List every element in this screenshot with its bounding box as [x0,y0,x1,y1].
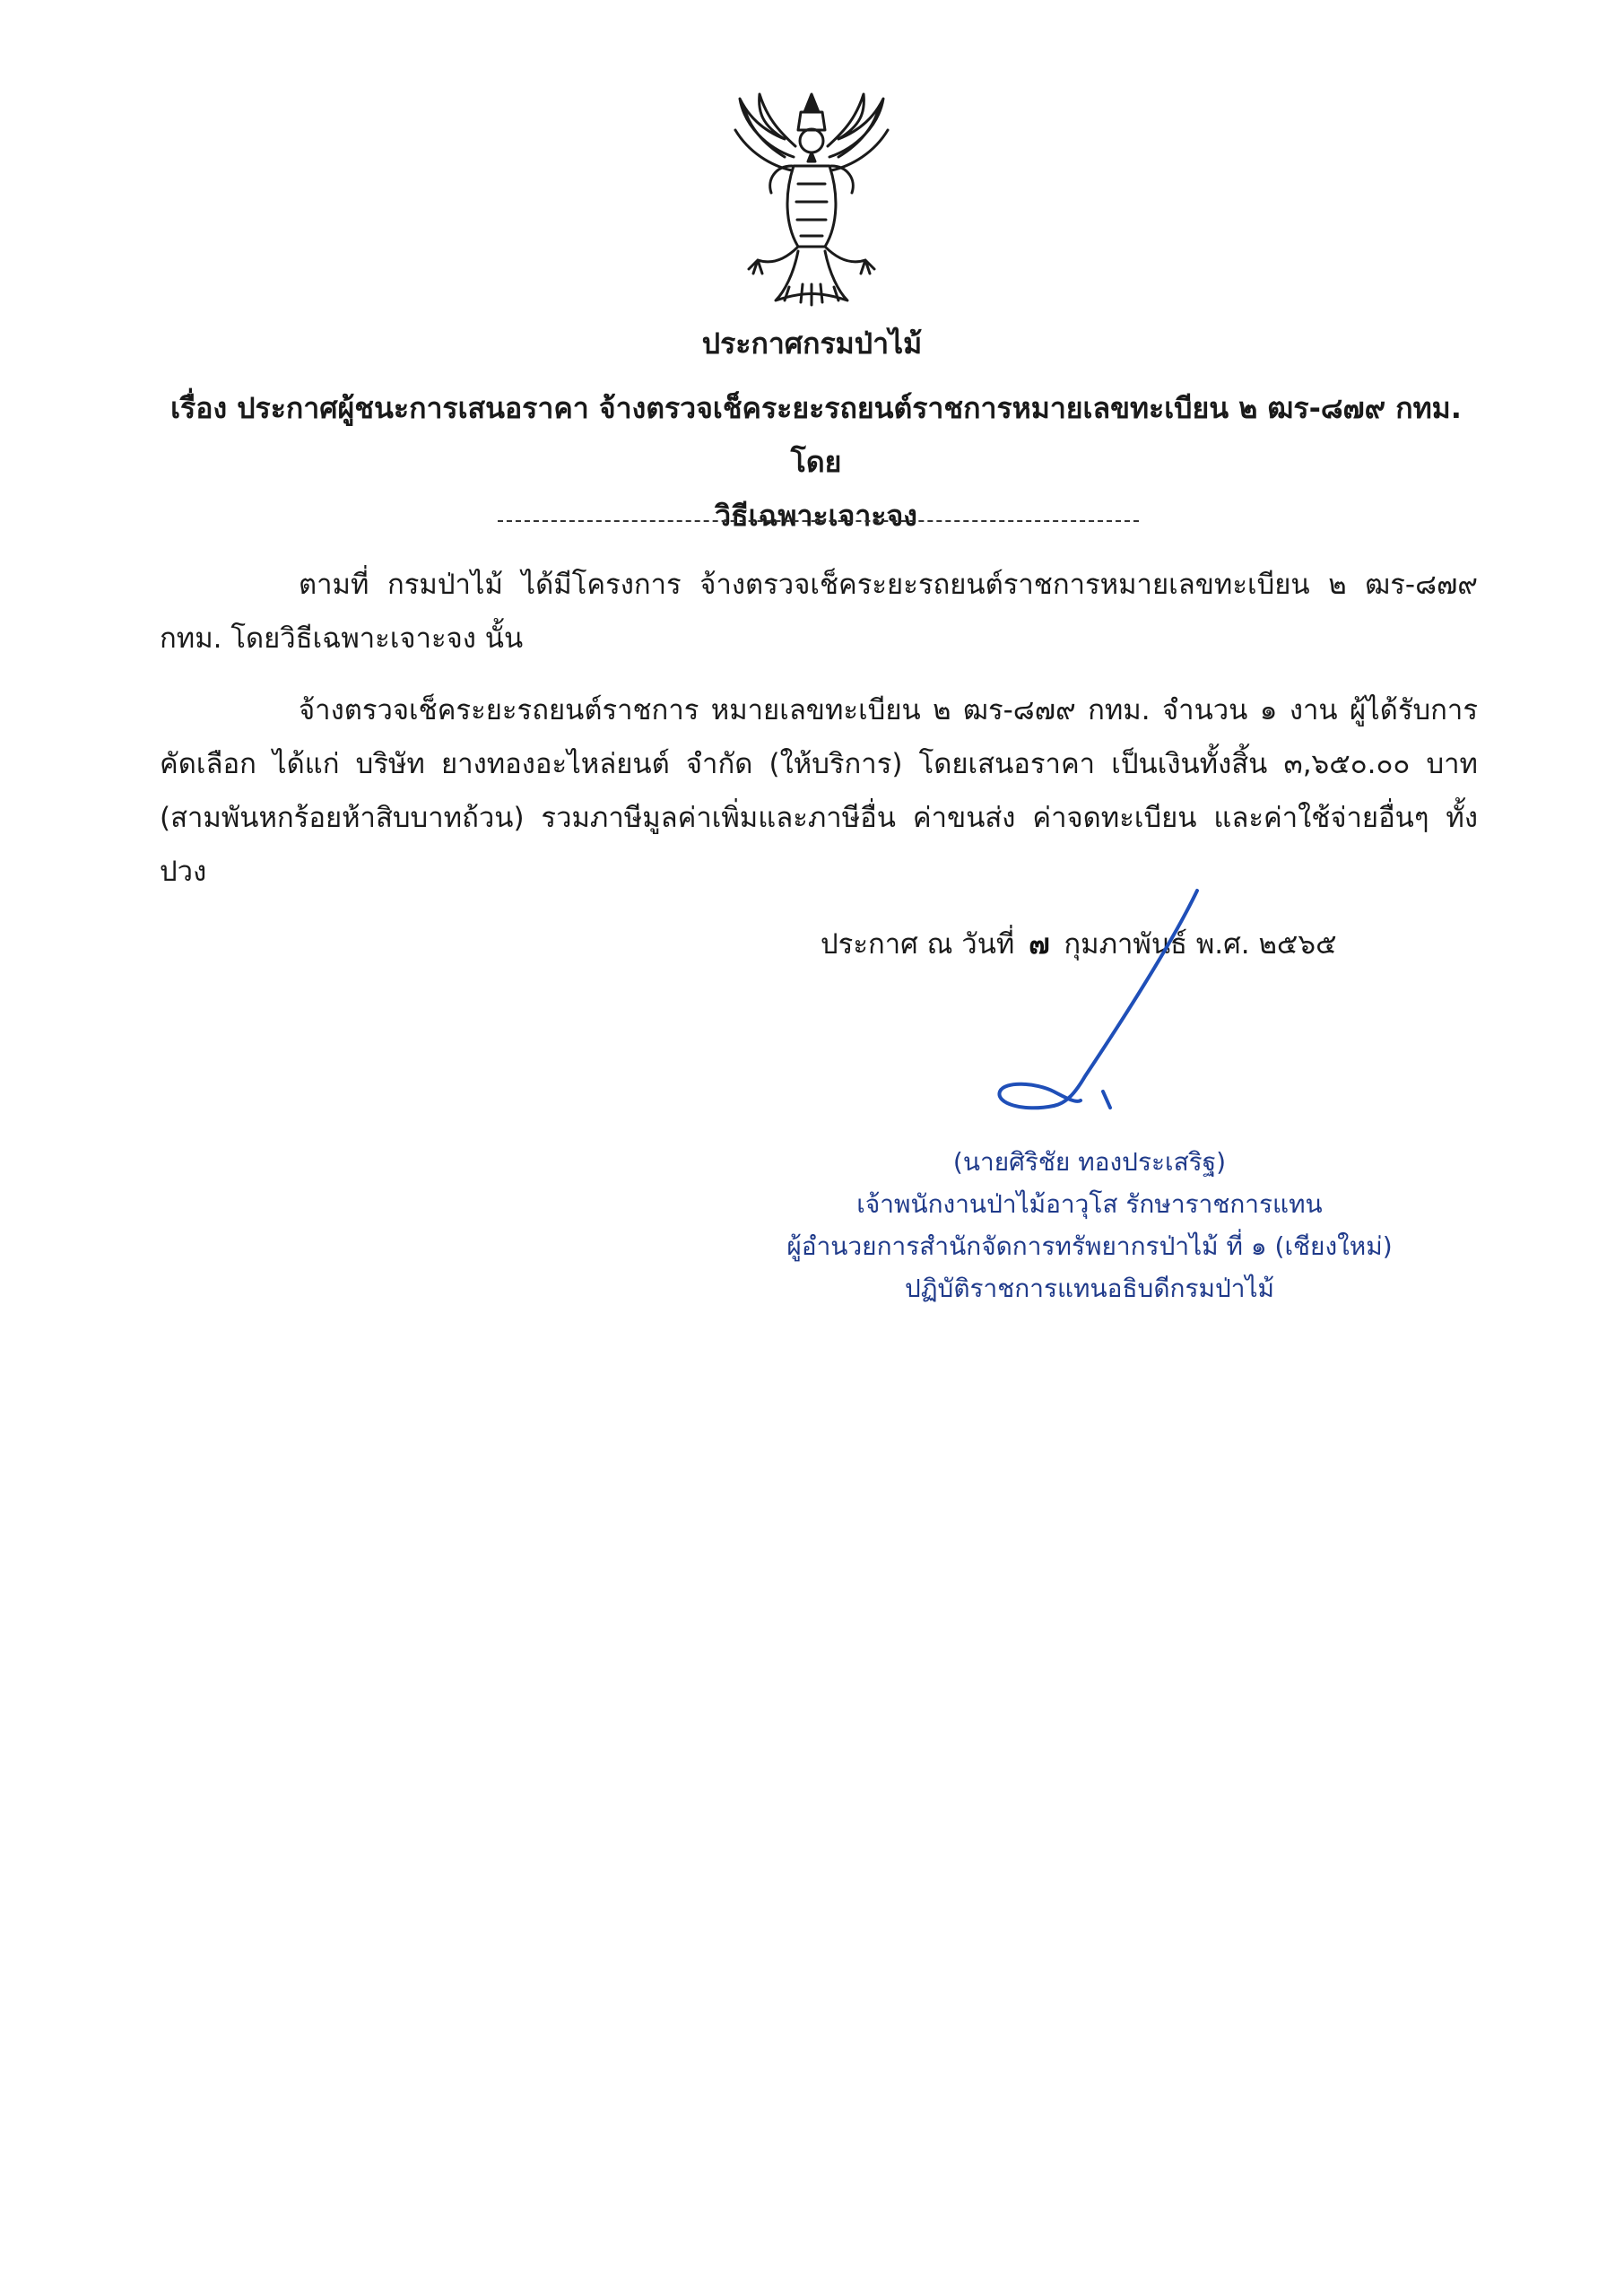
date-day: ๗ [1029,928,1050,961]
body-paragraph-2: จ้างตรวจเช็คระยะรถยนต์ราชการ หมายเลขทะเบียน ๒ ฒร-๘๗๙ กทม. จำนวน ๑ งาน ผู้ได้รับการคัดเลือก ได้แก่ บริษัท ยางทองอะไหล่ยนต์ จำกัด (ให้บริการ) โดยเสนอราคา เป็นเงินทั้งสิ้น ๓,๖๕๐.๐๐ บาท (สามพันหกร้อยห้าสิบบาทถ้วน) รวมภาษีมูลค่าเพิ่มและภาษีอื่น ค่าขนส่ง ค่าจดทะเบียน และค่าใช้จ่ายอื่นๆ ทั้งปวง [160,694,1478,888]
date-prefix: ประกาศ ณ วันที่ [821,928,1015,961]
signatory-position-1: เจ้าพนักงานป่าไม้อาวุโส รักษาราชการแทน [856,1189,1323,1219]
garuda-emblem-icon [722,76,901,314]
signatory-position-2: ผู้อำนวยการสำนักจัดการทรัพยากรป่าไม้ ที่ ๑ (เชียงใหม่) [786,1231,1393,1261]
subject-line-1: เรื่อง ประกาศผู้ชนะการเสนอราคา จ้างตรวจเช็คระยะรถยนต์ราชการหมายเลขทะเบียน ๒ ฒร-๘๗๙ กทม. โดย [170,391,1462,479]
subject-heading [170,381,1462,543]
date-month-year: กุมภาพันธ์ พ.ศ. ๒๕๖๕ [1064,928,1337,961]
handwritten-signature [968,883,1238,1121]
subject-line-2: วิธีเฉพาะเจาะจง [715,499,917,533]
signatory-name: (นายศิริชัย ทองประเสริฐ) [952,1147,1227,1177]
divider-line [498,520,1139,522]
body-paragraph-1: ตามที่ กรมป่าไม้ ได้มีโครงการ จ้างตรวจเช็คระยะรถยนต์ราชการหมายเลขทะเบียน ๒ ฒร-๘๗๙ กทม. โดยวิธีเฉพาะเจาะจง นั้น [160,569,1478,655]
page-title: ประกาศกรมป่าไม้ [701,326,923,361]
signatory-position-3: ปฏิบัติราชการแทนอธิบดีกรมป่าไม้ [904,1274,1274,1303]
signatory-block [767,1141,1412,1309]
